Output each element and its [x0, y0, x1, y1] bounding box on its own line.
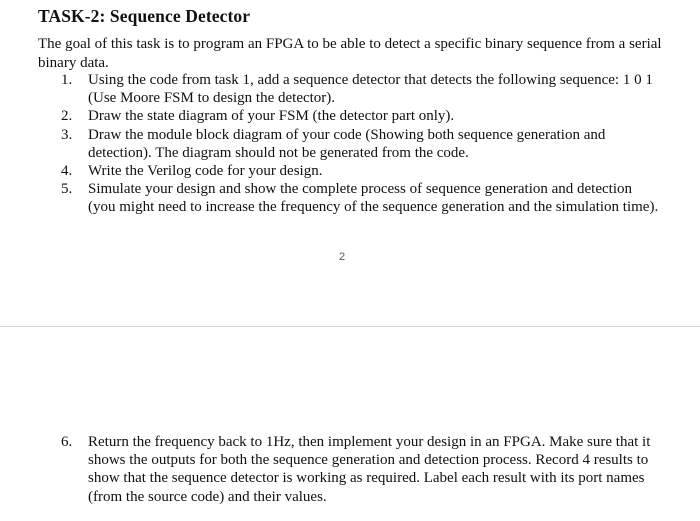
list-item-number: 5.	[61, 181, 73, 198]
intro-paragraph: The goal of this task is to program an FPGA to be able to detect a specific binary sequence from a serial binary data.	[38, 36, 662, 71]
list-item-number: 6.	[61, 434, 73, 450]
list-item-text: Draw the state diagram of your FSM (the detector part only).	[88, 108, 455, 125]
page-number: 2	[339, 251, 346, 263]
list-item	[61, 71, 661, 107]
list-item	[61, 180, 661, 216]
list-item-number: 3.	[61, 126, 73, 143]
list-item	[61, 126, 661, 162]
list-item	[61, 433, 661, 506]
list-item-text: Write the Verilog code for your design.	[88, 163, 323, 180]
list-item-number: 2.	[61, 108, 73, 125]
list-item-text: Draw the module block diagram of your code (Showing both sequence generation and detection). The diagram should not be generated from the code.	[88, 126, 606, 161]
page-divider	[0, 326, 700, 327]
list-item-number: 1.	[61, 72, 73, 88]
list-item	[61, 107, 661, 125]
list-item-text: Using the code from task 1, add a sequence detector that detects the following sequence: 1 0 1 (Use Moore FSM to design the detector).	[88, 72, 653, 107]
task-title: TASK-2: Sequence Detector	[38, 6, 251, 26]
list-item-number: 4.	[61, 163, 73, 180]
task-list-continued	[61, 433, 661, 506]
list-item	[61, 162, 661, 180]
list-item-text: Return the frequency back to 1Hz, then implement your design in an FPGA. Make sure that it shows the outputs for both the sequence generation and detection process. Record 4 results to show that the sequence detector is working as required. Label each result with its port names (from the source code) and their values.	[88, 434, 651, 505]
list-item-text: Simulate your design and show the complete process of sequence generation and detection (you might need to increase the frequency of the sequence generation and the simulation time).	[88, 181, 659, 216]
task-list	[61, 71, 661, 217]
